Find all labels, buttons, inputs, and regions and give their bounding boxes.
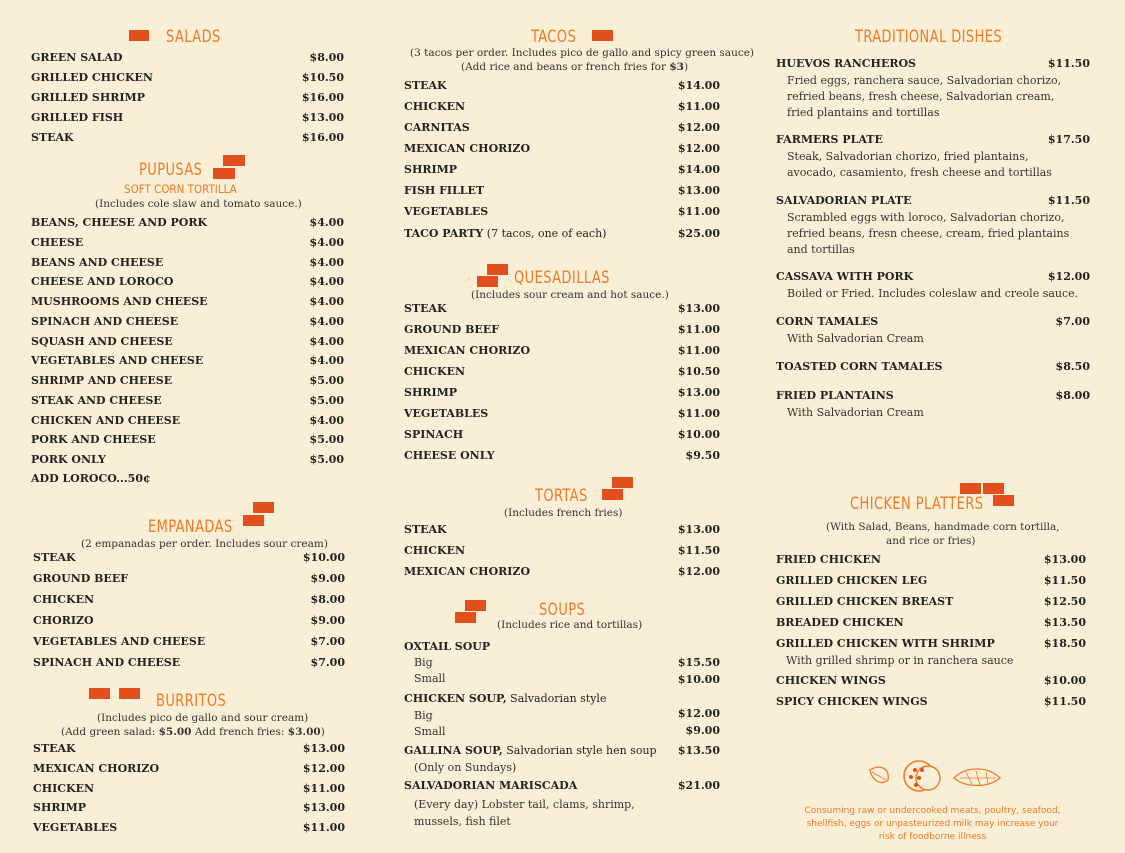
oxtail-small-label: Small <box>414 672 446 685</box>
menu-item-name: GRILLED CHICKEN LEG <box>776 574 928 587</box>
burritos-fries-price: $3.00 <box>287 726 321 738</box>
taco-party-desc: (7 tacos, one of each) <box>483 227 607 240</box>
menu-item-price: $10.00 <box>1043 674 1086 687</box>
menu-item-name: BEANS, CHEESE AND PORK <box>31 216 208 229</box>
menu-item-name: VEGETABLES <box>33 821 118 835</box>
dish-description: and tortillas <box>787 243 855 256</box>
health-warning <box>800 805 1065 844</box>
oxtail-big-price: $15.50 <box>677 656 720 669</box>
dish-description: fried plantains and tortillas <box>787 106 940 119</box>
tacos-note: (3 tacos per order. Includes pico de gallo and spicy green sauce) <box>410 47 755 59</box>
menu-item-price: $16.00 <box>301 91 344 104</box>
dish-description: With Salvadorian Cream <box>787 332 924 345</box>
quesadillas-decor-block <box>477 276 498 287</box>
menu-item-name: GRILLED CHICKEN WITH SHRIMP <box>776 637 995 650</box>
dish-description: avocado, casamiento, fresh cheese and tortillas <box>787 166 1052 179</box>
menu-item-price: $13.00 <box>677 386 720 399</box>
pupusas-subtitle: SOFT CORN TORTILLA <box>124 182 237 196</box>
menu-item-name: STEAK <box>33 742 76 755</box>
menu-item-price: $4.00 <box>309 413 344 427</box>
dish-name: HUEVOS RANCHEROS <box>776 57 916 70</box>
menu-item-price: $5.00 <box>309 393 344 407</box>
menu-item-name: SPINACH <box>404 428 464 441</box>
tacos-addon-note <box>461 61 688 73</box>
menu-item-name: MEXICAN CHORIZO <box>404 344 531 357</box>
dish-description: refried beans, fresh cheese, Salvadorian cream, <box>787 90 1055 103</box>
pupusas-title: PUPUSAS <box>139 160 203 180</box>
shrimp-platter-desc: With grilled shrimp or in ranchera sauce <box>786 654 1014 667</box>
menu-item-name: GRILLED CHICKEN <box>31 71 153 84</box>
menu-item-price: $4.00 <box>309 235 344 249</box>
menu-item-name: STEAK <box>404 302 447 315</box>
menu-item-name: STEAK <box>31 131 74 144</box>
soups-note: (Includes rice and tortillas) <box>497 619 643 631</box>
food-illustration-icon <box>866 758 1002 798</box>
chicken-small-price: $9.00 <box>685 724 720 737</box>
dish-name: TOASTED CORN TAMALES <box>776 360 943 373</box>
menu-item-price: $12.50 <box>1043 595 1086 608</box>
quesadillas-decor-block <box>487 264 508 275</box>
menu-item-name: CHORIZO <box>33 614 94 627</box>
chicken-soup-label <box>404 692 606 705</box>
menu-item-price: $13.00 <box>302 801 345 815</box>
dish-description: refried beans, fresn cheese, cream, fried plantains <box>787 227 1070 240</box>
menu-item-name: GRILLED FISH <box>31 111 124 124</box>
platters-note: (With Salad, Beans, handmade corn tortilla, <box>826 521 1060 533</box>
dish-price: $7.00 <box>1055 315 1090 328</box>
menu-item-name: BREADED CHICKEN <box>776 616 904 629</box>
tortas-decor-block <box>612 477 633 488</box>
pupusas-note: (Includes cole slaw and tomato sauce.) <box>95 198 302 210</box>
tortas-decor-block <box>602 489 623 500</box>
menu-item-name: VEGETABLES AND CHEESE <box>31 354 204 368</box>
menu-item-price: $4.00 <box>309 334 344 348</box>
menu-item-name: GROUND BEEF <box>404 323 500 336</box>
salads-title: SALADS <box>166 27 221 47</box>
menu-item-name: SHRIMP <box>33 801 87 815</box>
oxtail-small-price: $10.00 <box>677 673 720 686</box>
menu-item-price: $10.00 <box>677 428 720 441</box>
menu-item-price: $12.00 <box>302 761 345 775</box>
empanadas-decor-block <box>253 502 274 513</box>
menu-item-price: $9.50 <box>685 449 720 462</box>
empanadas-title: EMPANADAS <box>148 517 233 537</box>
menu-item-price: $10.00 <box>302 551 345 564</box>
menu-item-name: CHICKEN <box>404 544 466 557</box>
traditional-title: TRADITIONAL DISHES <box>855 27 1003 47</box>
menu-item-name: MUSHROOMS AND CHEESE <box>31 295 208 308</box>
menu-item-price: $11.00 <box>677 100 720 113</box>
menu-item-price: $13.00 <box>301 111 344 124</box>
menu-item-name: PORK AND CHEESE <box>31 433 156 447</box>
empanadas-note: (2 empanadas per order. Includes sour cream) <box>81 538 328 550</box>
burritos-note: (Includes pico de gallo and sour cream) <box>97 712 309 724</box>
dish-price: $12.00 <box>1047 270 1090 283</box>
taco-party-price: $25.00 <box>677 227 720 240</box>
pupusas-decor-block <box>213 168 235 179</box>
menu-item-price: $5.00 <box>309 453 344 466</box>
menu-item-price: $11.00 <box>677 205 720 218</box>
burritos-title: BURRITOS <box>156 691 227 711</box>
dish-price: $17.50 <box>1047 133 1090 146</box>
menu-item-price: $5.00 <box>309 433 344 447</box>
menu-item-price: $8.00 <box>310 593 345 606</box>
tortas-title: TORTAS <box>535 486 588 506</box>
dish-price: $8.50 <box>1055 360 1090 373</box>
menu-item-price: $11.50 <box>677 544 720 557</box>
menu-item-name: GROUND BEEF <box>33 572 129 585</box>
dish-name: FARMERS PLATE <box>776 133 883 146</box>
dish-description: Fried eggs, ranchera sauce, Salvadorian chorizo, <box>787 74 1062 87</box>
menu-item-name: SHRIMP AND CHEESE <box>31 374 173 387</box>
menu-item-name: VEGETABLES <box>404 407 489 420</box>
menu-item-price: $4.00 <box>309 255 344 269</box>
tacos-title: TACOS <box>531 27 577 47</box>
menu-item-name: STEAK <box>404 79 447 92</box>
menu-item-price: $13.00 <box>302 742 345 755</box>
dish-price: $11.50 <box>1047 194 1090 207</box>
menu-item-price: $4.00 <box>309 314 344 328</box>
menu-item-price: $13.00 <box>677 184 720 197</box>
menu-item-price: $10.50 <box>677 365 720 378</box>
pupusas-decor-block <box>223 155 245 166</box>
menu-item-name: SHRIMP <box>404 386 458 399</box>
dish-name: FRIED PLANTAINS <box>776 389 894 402</box>
menu-item-price: $13.00 <box>677 302 720 315</box>
menu-item-name: GRILLED SHRIMP <box>31 91 145 104</box>
tortas-note: (Includes french fries) <box>504 507 623 519</box>
menu-item-price: $16.00 <box>301 131 344 144</box>
menu-item-name: MEXICAN CHORIZO <box>404 142 531 155</box>
menu-item-price: $12.00 <box>677 142 720 155</box>
menu-item-price: $14.00 <box>677 163 720 176</box>
menu-item-price: $4.00 <box>309 216 344 229</box>
menu-item-price: $9.00 <box>310 572 345 585</box>
platters-decor-block <box>983 483 1004 494</box>
menu-item-price: $4.00 <box>309 354 344 368</box>
menu-item-name: SPINACH AND CHEESE <box>31 314 179 328</box>
menu-item-name: CHICKEN <box>404 365 466 378</box>
burritos-decor-block <box>89 688 110 699</box>
tacos-addon-text: (Add rice and beans or french fries for <box>461 61 670 73</box>
chicken-big-label: Big <box>414 709 433 722</box>
platters-title: CHICKEN PLATTERS <box>850 494 984 514</box>
salads-decor-block <box>129 30 149 41</box>
dish-name: SALVADORIAN PLATE <box>776 194 912 207</box>
tacos-decor-block <box>592 30 613 41</box>
mariscada-name: SALVADORIAN MARISCADA <box>404 779 578 792</box>
menu-item-name: BEANS AND CHEESE <box>31 255 164 269</box>
chicken-soup-name: CHICKEN SOUP, <box>404 692 507 705</box>
menu-item-price: $4.00 <box>309 275 344 289</box>
menu-item-price: $11.50 <box>1043 574 1086 587</box>
soups-title: SOUPS <box>539 600 586 620</box>
menu-item-name: SPICY CHICKEN WINGS <box>776 695 928 708</box>
quesadillas-note: (Includes sour cream and hot sauce.) <box>471 289 669 301</box>
menu-item-price: $4.00 <box>309 295 344 308</box>
menu-item-name: VEGETABLES <box>404 205 489 218</box>
menu-item-price: $11.00 <box>302 781 345 795</box>
menu-item-name: CHICKEN <box>404 100 466 113</box>
menu-item-price: $11.00 <box>677 323 720 336</box>
menu-item-name: MEXICAN CHORIZO <box>404 565 531 578</box>
taco-party-name: TACO PARTY <box>404 227 484 240</box>
gallina-soup-price: $13.50 <box>677 744 720 757</box>
menu-item-price: $13.00 <box>677 523 720 536</box>
menu-item-name: STEAK <box>404 523 447 536</box>
menu-item-price: $10.50 <box>301 71 344 84</box>
menu-item-price: $12.00 <box>677 565 720 578</box>
tacos-addon-text: ) <box>683 61 689 73</box>
menu-item-name: SHRIMP <box>404 163 458 176</box>
mariscada-price: $21.00 <box>677 779 720 792</box>
menu-item-name: VEGETABLES AND CHEESE <box>33 635 206 648</box>
menu-item-name: STEAK AND CHEESE <box>31 393 162 407</box>
chicken-soup-style: Salvadorian style <box>506 692 607 705</box>
menu-item-name: CHICKEN <box>33 593 95 606</box>
chicken-big-price: $12.00 <box>677 707 720 720</box>
menu-item-price: $5.00 <box>309 374 344 387</box>
menu-item-name: CHEESE ONLY <box>404 449 495 462</box>
taco-party-label <box>404 227 606 240</box>
dish-name: CORN TAMALES <box>776 315 879 328</box>
platters-decor-block <box>993 495 1014 506</box>
menu-item-price: $18.50 <box>1043 637 1086 650</box>
platters-note: and rice or fries) <box>886 535 976 547</box>
platters-decor-block <box>960 483 981 494</box>
health-warning-line: shellfish, eggs or unpasteurized milk may increase your <box>806 819 1059 829</box>
gallina-soup-label <box>404 744 657 757</box>
dish-price: $11.50 <box>1047 57 1090 70</box>
dish-name: CASSAVA WITH PORK <box>776 270 914 283</box>
menu-item-name: CHEESE AND LOROCO <box>31 275 174 289</box>
menu-item-price: $14.00 <box>677 79 720 92</box>
gallina-soup-name: GALLINA SOUP, <box>404 744 503 757</box>
health-warning-line: Consuming raw or undercooked meats, poultry, seafood, <box>804 806 1061 816</box>
menu-item-name: CHICKEN AND CHEESE <box>31 413 181 427</box>
health-warning-line: risk of foodborne illness <box>878 832 987 842</box>
burritos-salad-price: $5.00 <box>158 726 192 738</box>
soups-decor-block <box>455 612 476 623</box>
loroco-addon-text: ADD LOROCO...50¢ <box>31 472 151 485</box>
dish-description: Boiled or Fried. Includes coleslaw and creole sauce. <box>787 287 1079 300</box>
menu-item-price: $11.00 <box>302 821 345 835</box>
menu-item-name: GRILLED CHICKEN BREAST <box>776 595 954 608</box>
menu-item-name: CHEESE <box>31 235 84 249</box>
dish-description: With Salvadorian Cream <box>787 406 924 419</box>
burritos-addon-text: (Add green salad: <box>61 726 159 738</box>
menu-item-price: $8.00 <box>309 51 344 64</box>
menu-item-price: $11.00 <box>677 344 720 357</box>
soups-decor-block <box>465 600 486 611</box>
menu-item-name: PORK ONLY <box>31 453 106 466</box>
menu-item-name: SQUASH AND CHEESE <box>31 334 173 348</box>
menu-item-name: GREEN SALAD <box>31 51 123 64</box>
burritos-addon-text: Add french fries: <box>191 726 288 738</box>
menu-item-price: $7.00 <box>310 656 345 669</box>
chicken-small-label: Small <box>414 725 446 738</box>
menu-item-name: CHICKEN WINGS <box>776 674 886 687</box>
dish-description: Scrambled eggs with loroco, Salvadorian chorizo, <box>787 211 1065 224</box>
menu-item-name: MEXICAN CHORIZO <box>33 761 160 775</box>
empanadas-decor-block <box>243 515 264 526</box>
gallina-soup-note: (Only on Sundays) <box>414 761 517 774</box>
menu-item-name: CARNITAS <box>404 121 470 134</box>
menu-item-name: STEAK <box>33 551 76 564</box>
menu-item-name: FRIED CHICKEN <box>776 553 881 566</box>
menu-item-price: $11.00 <box>677 407 720 420</box>
menu-item-price: $9.00 <box>310 614 345 627</box>
burritos-addon-text: ) <box>320 726 325 738</box>
menu-item-name: CHICKEN <box>33 781 95 795</box>
dish-description: Steak, Salvadorian chorizo, fried plantains, <box>787 150 1029 163</box>
gallina-soup-style: Salvadorian style hen soup <box>502 744 657 757</box>
oxtail-big-label: Big <box>414 656 433 669</box>
menu-item-name: FISH FILLET <box>404 184 485 197</box>
mariscada-desc: (Every day) Lobster tail, clams, shrimp, <box>414 798 635 811</box>
menu-item-name: SPINACH AND CHEESE <box>33 656 181 669</box>
menu-item-price: $13.50 <box>1043 616 1086 629</box>
menu-item-price: $13.00 <box>1043 553 1086 566</box>
burritos-addons-note <box>61 726 325 738</box>
oxtail-soup-name: OXTAIL SOUP <box>404 640 491 653</box>
mariscada-desc: mussels, fish filet <box>414 815 511 828</box>
menu-item-price: $7.00 <box>310 635 345 648</box>
burritos-decor-block <box>119 688 140 699</box>
quesadillas-title: QUESADILLAS <box>514 268 610 288</box>
menu-item-price: $12.00 <box>677 121 720 134</box>
tacos-addon-price: $3 <box>669 61 684 73</box>
dish-price: $8.00 <box>1055 389 1090 402</box>
menu-item-price: $11.50 <box>1043 695 1086 708</box>
